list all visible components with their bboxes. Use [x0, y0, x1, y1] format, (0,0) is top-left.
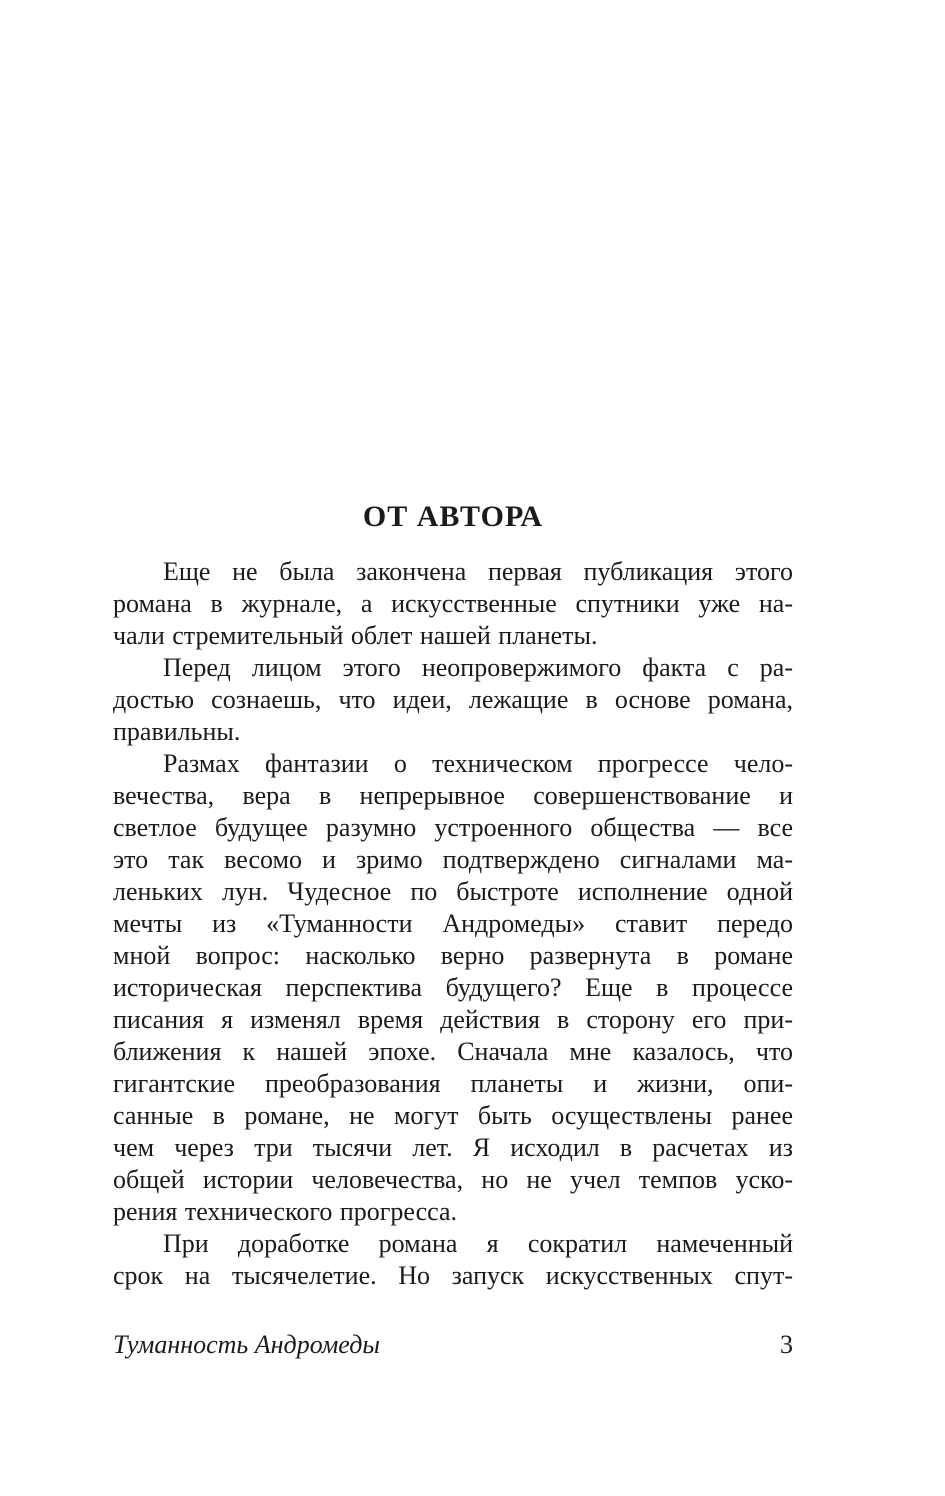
text-line: достью сознаешь, что идеи, лежащие в основе романа, — [113, 685, 793, 714]
text-line: мной вопрос: насколько верно развернута в романе — [113, 941, 793, 970]
page-number: 3 — [780, 1330, 793, 1359]
text-line: ближения к нашей эпохе. Сначала мне казалось, что — [113, 1037, 793, 1066]
text-line: срок на тысячелетие. Но запуск искусственных спут- — [113, 1261, 793, 1290]
text-line: Перед лицом этого неопровержимого факта с ра- — [163, 653, 793, 682]
text-line: чали стремительный облет нашей планеты. — [113, 621, 598, 650]
text-line: правильны. — [113, 717, 241, 746]
body-text — [113, 556, 793, 1292]
text-line: Еще не была закончена первая публикация этого — [163, 557, 793, 586]
text-line: это так весомо и зримо подтверждено сигналами ма- — [113, 845, 793, 874]
text-line: чем через три тысячи лет. Я исходил в расчетах из — [113, 1133, 793, 1162]
chapter-title: ОТ АВТОРА — [362, 500, 544, 534]
text-line: леньких лун. Чудесное по быстроте исполнение одной — [113, 877, 793, 906]
text-line: рения технического прогресса. — [113, 1197, 458, 1226]
text-line: Размах фантазии о техническом прогрессе чело- — [163, 749, 793, 778]
text-line: романа в журнале, а искусственные спутники уже на- — [113, 589, 793, 618]
text-line: писания я изменял время действия в сторону его при- — [113, 1005, 793, 1034]
text-line: светлое будущее разумно устроенного общества — все — [113, 813, 793, 842]
text-line: гигантские преобразования планеты и жизни, опи- — [113, 1069, 793, 1098]
text-line: мечты из «Туманности Андромеды» ставит передо — [113, 909, 793, 938]
text-line: При доработке романа я сократил намеченный — [163, 1229, 793, 1258]
text-line: санные в романе, не могут быть осуществлены ранее — [113, 1101, 793, 1130]
page-footer — [113, 1329, 793, 1361]
running-title: Туманность Андромеды — [113, 1330, 380, 1359]
text-line: общей истории человечества, но не учел темпов уско- — [113, 1165, 793, 1194]
text-line: историческая перспектива будущего? Еще в процессе — [113, 973, 793, 1002]
text-line: вечества, вера в непрерывное совершенствование и — [113, 781, 793, 810]
